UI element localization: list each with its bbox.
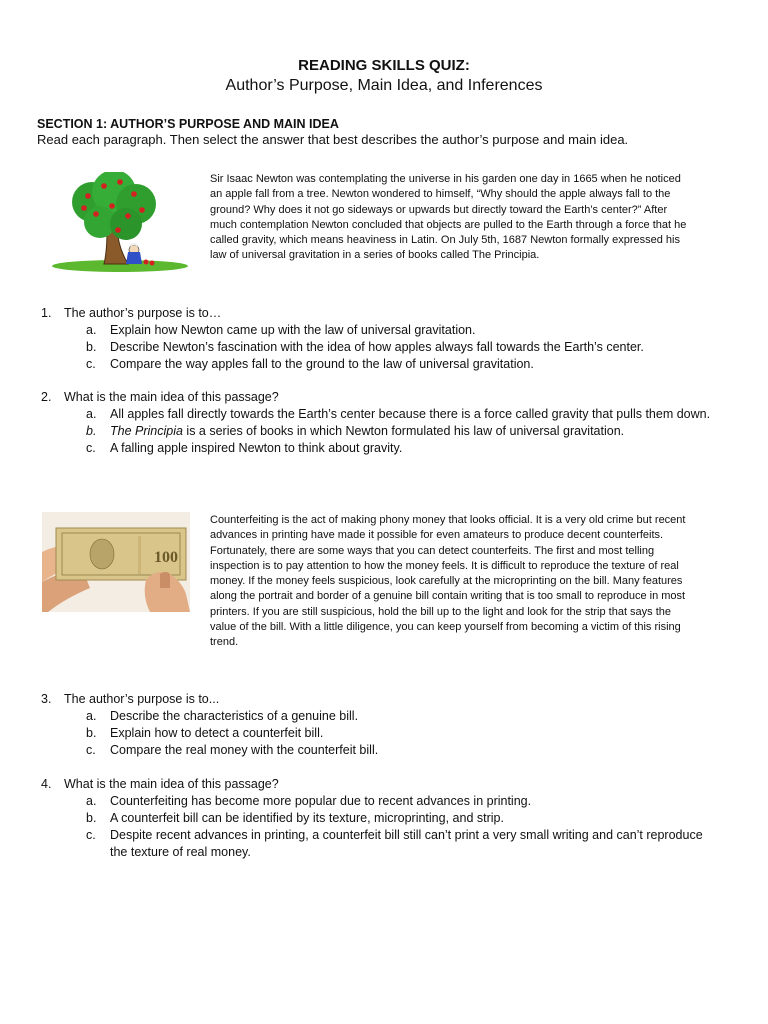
answer-option-2c[interactable] bbox=[0, 440, 768, 457]
option-text: Describe the characteristics of a genuine bill. bbox=[110, 709, 359, 723]
option-text: Counterfeiting has become more popular due to recent advances in printing. bbox=[110, 794, 532, 808]
passage-counterfeit: Counterfeiting is the act of making phony money that looks official. It is a very old crime but recent advances in printing have made it possible for even amateurs to produce decent counterfeits. Fortunately, there are some ways that you can detect counterfeits. The first and most telling inspection is to pay attention to how the money feels. It is difficult to reproduce the texture of real money. If the money feels suspicious, look carefully at the microprinting on the bill. Many features along the portrait and border of a genuine bill contain writing that is too small to reproduce in most printers. If you are still suspicious, hold the bill up to the light and look for the strip that says the value of the bill. With a little diligence, you can keep yourself from becoming a victim of this rising trend. bbox=[210, 514, 686, 649]
book-title: The Principia bbox=[110, 424, 183, 438]
answer-option-4a[interactable] bbox=[0, 793, 768, 810]
option-letter: c. bbox=[86, 743, 96, 757]
question-text: What is the main idea of this passage? bbox=[64, 390, 279, 404]
option-letter: a. bbox=[86, 323, 97, 337]
question-text: The author’s purpose is to… bbox=[64, 306, 222, 320]
option-text bbox=[110, 423, 715, 440]
answer-option-3a[interactable] bbox=[0, 708, 768, 725]
option-letter: a. bbox=[86, 794, 97, 808]
passage-newton: Sir Isaac Newton was contemplating the universe in his garden one day in 1665 when he noticed an apple fall from a tree. Newton wondered to himself, “Why should the apple always fall to the ground? Why does it not go sideways or upwards but directly toward the Earth’s center?” After much contemplation Newton concluded that objects are pulled to the Earth through a force that he called gravity, which means heaviness in Latin. On July 5th, 1687 Newton formally expressed his law of universal gravitation in a series of books called The Principia. bbox=[210, 173, 687, 262]
answer-option-4c[interactable] bbox=[0, 827, 768, 861]
question-number: 2. bbox=[41, 390, 52, 404]
answer-option-2b[interactable] bbox=[0, 423, 768, 440]
option-letter: b. bbox=[86, 424, 97, 438]
option-letter: b. bbox=[86, 811, 97, 825]
option-letter: b. bbox=[86, 726, 97, 740]
answer-option-3c[interactable] bbox=[0, 742, 768, 759]
option-letter: c. bbox=[86, 828, 96, 842]
answer-option-1a[interactable] bbox=[0, 322, 768, 339]
option-letter: a. bbox=[86, 407, 97, 421]
section-heading: SECTION 1: AUTHOR’S PURPOSE AND MAIN IDEA bbox=[37, 117, 339, 131]
answer-option-2a[interactable] bbox=[0, 406, 768, 423]
option-text: Explain how Newton came up with the law of universal gravitation. bbox=[110, 323, 476, 337]
option-text: Compare the real money with the counterfeit bill. bbox=[110, 743, 379, 757]
answer-option-3b[interactable] bbox=[0, 725, 768, 742]
option-letter: c. bbox=[86, 441, 96, 455]
counterfeit-bill-photo bbox=[42, 512, 190, 612]
option-text: Describe Newton’s fascination with the idea of how apples always fall towards the Earth’s center. bbox=[110, 340, 644, 354]
newton-apple-tree-illustration bbox=[48, 172, 194, 276]
option-letter: b. bbox=[86, 340, 97, 354]
option-text: A counterfeit bill can be identified by its texture, microprinting, and strip. bbox=[110, 811, 504, 825]
option-text-rest: is a series of books in which Newton formulated his law of universal gravitation. bbox=[182, 424, 625, 438]
option-text: A falling apple inspired Newton to think about gravity. bbox=[110, 441, 403, 455]
answer-option-1c[interactable] bbox=[0, 356, 768, 373]
option-text: Despite recent advances in printing, a counterfeit bill still can’t print a very small writing and can’t reproduce the texture of real money. bbox=[110, 828, 703, 859]
question-number: 3. bbox=[41, 692, 52, 706]
option-letter: a. bbox=[86, 709, 97, 723]
quiz-title: READING SKILLS QUIZ: bbox=[298, 57, 470, 74]
question-text: The author’s purpose is to... bbox=[64, 692, 220, 706]
quiz-subtitle: Author’s Purpose, Main Idea, and Inferences bbox=[225, 77, 543, 94]
answer-option-1b[interactable] bbox=[0, 339, 768, 356]
option-letter: c. bbox=[86, 357, 96, 371]
question-number: 1. bbox=[41, 306, 52, 320]
question-text: What is the main idea of this passage? bbox=[64, 777, 279, 791]
option-text: Compare the way apples fall to the ground to the law of universal gravitation. bbox=[110, 357, 534, 371]
option-text: All apples fall directly towards the Earth’s center because there is a force called gravity that pulls them down. bbox=[110, 407, 711, 421]
answer-option-4b[interactable] bbox=[0, 810, 768, 827]
option-text: Explain how to detect a counterfeit bill. bbox=[110, 726, 324, 740]
instructions: Read each paragraph. Then select the answer that best describes the author’s purpose and main idea. bbox=[37, 132, 629, 147]
bill-denomination: 100 bbox=[154, 549, 178, 566]
question-number: 4. bbox=[41, 777, 52, 791]
